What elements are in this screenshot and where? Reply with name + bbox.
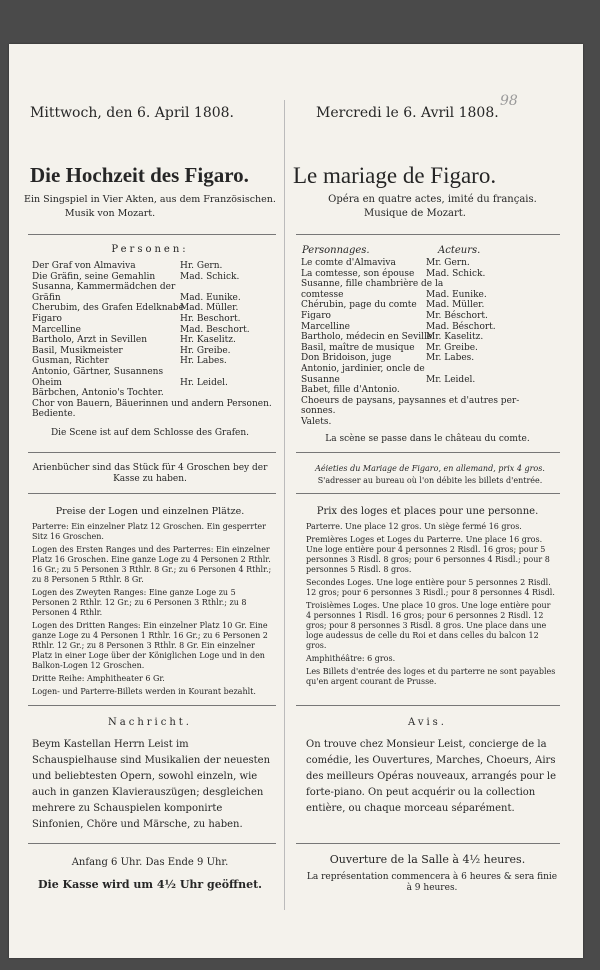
german-subtitle: Ein Singspiel in Vier Akten, aus dem Französischen. [24, 194, 276, 205]
german-title: Die Hochzeit des Figaro. [30, 163, 249, 187]
cast-role: comtesse [301, 289, 344, 300]
cast-role: Oheim [32, 377, 62, 388]
divider [28, 493, 276, 494]
cast-role: Susanna, Kammermädchen der [32, 282, 176, 293]
french-cast-row [301, 396, 519, 406]
page-number: 98 [500, 93, 518, 109]
french-title: Le mariage de Figaro. [293, 163, 497, 188]
cast-role: Figaro [301, 311, 331, 321]
cast-role: Basil, maître de musique [301, 342, 415, 353]
cast-actor: Mad. Müller. [426, 300, 485, 311]
cast-actor: Hr. Labes. [180, 356, 227, 367]
cast-actor: Mr. Greibe. [426, 342, 478, 353]
cast-role: Le comte d'Almaviva [301, 258, 396, 268]
german-price-entry: Logen des Ersten Ranges und des Parterres: Ein einzelner Platz 16 Groschen. Eine ganze Loge zu 4 Personen 2 Rthlr. 16 Gr.; zu 5 Personen 3 Rthlr. 8 Gr.; zu 6 Personen 4 Rthlr.; zu 8 Personen 5 Rthlr. 8 Gr. [32, 545, 272, 584]
cast-role: Antonio, jardinier, oncle de [301, 364, 425, 374]
french-cast-row [301, 353, 391, 363]
cast-actor: Mad. Schick. [426, 268, 486, 279]
cast-actor: Hr. Beschort. [180, 314, 241, 324]
divider [28, 234, 276, 235]
cast-role: Die Gräfin, seine Gemahlin [32, 271, 156, 282]
german-scene: Die Scene ist auf dem Schlosse des Grafen. [50, 428, 250, 438]
french-libretto-note: Aéieties du Mariage de Figaro, en allemand, prix 4 gros. [315, 464, 545, 473]
french-actors-heading: Acteurs. [438, 245, 481, 256]
french-cast-row [301, 269, 414, 279]
cast-actor: Mr. Leidel. [426, 374, 476, 385]
cast-actor: Mr. Béschort. [426, 311, 488, 321]
french-cast-row [301, 406, 335, 416]
french-cast-row [301, 322, 350, 332]
cast-actor: Mad. Béschort. [426, 321, 496, 332]
divider [28, 452, 276, 453]
german-date: Mittwoch, den 6. April 1808. [30, 105, 235, 121]
cast-role: Choeurs de paysans, paysannes et d'autres per- [301, 395, 520, 406]
cast-actor: Mad. Eunike. [426, 289, 487, 300]
french-prices-list [306, 522, 558, 690]
french-cast-row [301, 332, 432, 342]
cast-role: Bartholo, médecin en Seville [301, 332, 433, 343]
divider [28, 705, 276, 706]
cast-role: Cherubim, des Grafen Edelknabe [32, 303, 184, 314]
cast-actor: Mr. Kaselitz. [426, 332, 484, 343]
divider [28, 843, 276, 844]
cast-actor: Mad. Schick. [180, 271, 240, 282]
german-cast-row [32, 409, 76, 419]
cast-actor: Mr. Labes. [426, 353, 475, 364]
german-cast-row [32, 367, 163, 377]
german-cast-row [32, 388, 164, 398]
cast-role: Bärbchen, Antonio's Tochter. [32, 388, 164, 399]
divider [296, 705, 560, 706]
cast-actor: Hr. Kaselitz. [180, 335, 236, 346]
cast-role: Susanne, fille chambrière de la [301, 279, 444, 290]
cast-role: Chor von Bauern, Bäuerinnen und andern Personen. [32, 398, 272, 409]
german-cast-row [32, 282, 175, 292]
french-performance: La représentation commencera à 6 heures & sera finie à 9 heures. [306, 872, 558, 893]
french-price-entry: Amphithéâtre: 6 gros. [306, 654, 396, 663]
cast-role: Der Graf von Almaviva [32, 261, 136, 271]
french-cast-heading: Personnages. [302, 245, 370, 256]
french-price-entry: Les Billets d'entrée des loges et du parterre ne sont payables qu'en argent courant de Prusse. [306, 667, 556, 686]
french-cast-row [301, 417, 331, 427]
german-cast-row [32, 346, 123, 356]
cast-role: Marcelline [301, 321, 351, 332]
french-cast-row [301, 290, 344, 300]
cast-role: Marcelline [32, 324, 82, 335]
german-cast-heading: Personen: [111, 244, 189, 255]
cast-actor: Hr. Gern. [180, 261, 223, 271]
german-notice-heading: Nachricht. [108, 717, 192, 728]
cast-actor: Mad. Beschort. [180, 324, 250, 335]
german-price-entry: Dritte Reihe: Amphitheater 6 Gr. [32, 674, 165, 683]
german-price-entry: Parterre: Ein einzelner Platz 12 Groschen. Ein gesperrter Sitz 16 Groschen. [32, 522, 266, 541]
french-cast-row [301, 375, 340, 385]
french-notice-heading: Avis. [408, 717, 447, 728]
french-price-entry: Troisièmes Loges. Une place 10 gros. Une loge entière pour 4 personnes 1 Risdl. 16 gros; pour 6 personnes 2 Risdl. 12 gros; pour 8 personnes 3 Risdl. 8 gros. Une place dans une loge audessus de celle du Roi et dans celles du balcon 12 gros. [306, 601, 551, 650]
german-notice: Beym Kastellan Herrn Leist im Schauspielhause sind Musikalien der neuesten und beliebtesten Opern, sowohl einzeln, wie auch in ganzen Klavierauszügen; desgleichen mehrere zu Schauspielen komponirte Sinfonien, Chöre und Märsche, zu haben. [32, 739, 271, 830]
cast-actor: Mr. Gern. [426, 258, 470, 268]
french-cast-row [301, 311, 331, 321]
german-prices-heading: Preise der Logen und einzelnen Plätze. [55, 506, 245, 517]
french-libretto-note-2: S'adresser au bureau où l'on débite les billets d'entrée. [317, 476, 543, 485]
cast-role: Antonio, Gärtner, Susannens [32, 367, 164, 377]
french-cast-row [301, 279, 443, 289]
french-cast-row [301, 300, 417, 310]
german-music: Musik von Mozart. [64, 208, 156, 219]
french-cast-row [301, 364, 425, 374]
german-cast-row [32, 378, 62, 388]
french-price-entry: Secondes Loges. Une loge entière pour 5 personnes 2 Risdl. 12 gros; pour 6 personnes 3 Risdl.; pour 8 personnes 4 Risdl. [306, 578, 555, 597]
french-cast-row [301, 385, 400, 395]
german-price-entry: Logen des Zweyten Ranges: Eine ganze Loge zu 5 Personen 2 Rthlr. 12 Gr.; zu 6 Personen 3 Rthlr.; zu 8 Personen 4 Rthlr. [32, 588, 247, 617]
cast-actor: Hr. Greibe. [180, 345, 231, 356]
german-cast-row [32, 314, 62, 324]
french-cast-row [301, 258, 396, 268]
french-opening: Ouverture de la Salle à 4½ heures. [329, 853, 526, 866]
french-prices-heading: Prix des loges et places pour une personne. [316, 506, 539, 517]
cast-role: Valets. [301, 417, 332, 427]
divider [296, 493, 560, 494]
column-divider [284, 100, 285, 910]
french-price-entry: Premières Loges et Loges du Parterre. Une place 16 gros. Une loge entière pour 4 personnes 2 Risdl. 16 gros; pour 5 personnes 3 Risdl. 8 gros; pour 6 personnes 4 Risdl.; pour 8 personnes 5 Risdl. 8 gros. [306, 535, 550, 574]
divider [296, 452, 560, 453]
cast-role: Figaro [32, 314, 62, 324]
french-price-entry: Parterre. Une place 12 gros. Un siège fermé 16 gros. [306, 522, 522, 531]
cast-role: sonnes. [301, 406, 336, 417]
cast-role: Don Bridoison, juge [301, 353, 392, 364]
cast-role: Gräfin [32, 292, 61, 303]
french-cast-row [301, 343, 415, 353]
divider [296, 843, 560, 844]
cast-role: Basil, Musikmeister [32, 345, 123, 356]
german-cast-row [32, 335, 147, 345]
german-price-entry: Logen des Dritten Ranges: Ein einzelner Platz 10 Gr. Eine ganze Loge zu 4 Personen 1 Rthlr. 16 Gr.; zu 6 Personen 2 Rthlr. 12 Gr.; zu 8 Personen 3 Rthlr. 8 Gr. Ein einzelner Platz in einer Loge über der Königlichen Loge und in den Balkon-Logen 12 Groschen. [32, 621, 268, 670]
cast-actor: Hr. Leidel. [180, 377, 228, 388]
german-cast-row [32, 293, 61, 303]
cast-role: Bediente. [32, 409, 76, 420]
cast-role: Bartholo, Arzt in Sevillen [32, 335, 148, 346]
german-price-entry: Logen- und Parterre-Billets werden in Kourant bezahlt. [32, 687, 256, 696]
german-cast-row [32, 356, 109, 366]
german-cashbox: Die Kasse wird um 4½ Uhr geöffnet. [37, 878, 262, 891]
german-cast-row [32, 325, 81, 335]
cast-role: Gusman, Richter [32, 356, 109, 367]
german-libretto-note: Arienbücher sind das Stück für 4 Groschen bey der Kasse zu haben. [32, 463, 268, 484]
french-date: Mercredi le 6. Avril 1808. [316, 105, 499, 121]
french-subtitle: Opéra en quatre actes, imité du français. [328, 194, 537, 205]
german-start-time: Anfang 6 Uhr. Das Ende 9 Uhr. [71, 857, 229, 868]
cast-role: La comtesse, son épouse [301, 268, 415, 279]
german-cast-row [32, 261, 136, 271]
french-music: Musique de Mozart. [364, 208, 466, 219]
cast-role: Babet, fille d'Antonio. [301, 385, 400, 396]
cast-actor: Mad. Müller. [180, 303, 239, 314]
french-notice: On trouve chez Monsieur Leist, concierge de la comédie, les Ouvertures, Marches, Choeurs, Airs des meilleurs Opéras nouveaux, arrangés pour le forte-piano. On peut acquérir ou la collection entière, ou chaque morceau séparément. [306, 739, 557, 814]
french-scene: La scène se passe dans le château du comte. [325, 434, 530, 444]
divider [296, 234, 560, 235]
german-cast-row [32, 399, 272, 409]
german-cast-row [32, 303, 184, 313]
cast-role: Susanne [301, 374, 340, 385]
german-cast-row [32, 272, 155, 282]
cast-role: Chérubin, page du comte [301, 300, 417, 311]
german-prices-list [32, 522, 272, 700]
cast-actor: Mad. Eunike. [180, 292, 241, 303]
